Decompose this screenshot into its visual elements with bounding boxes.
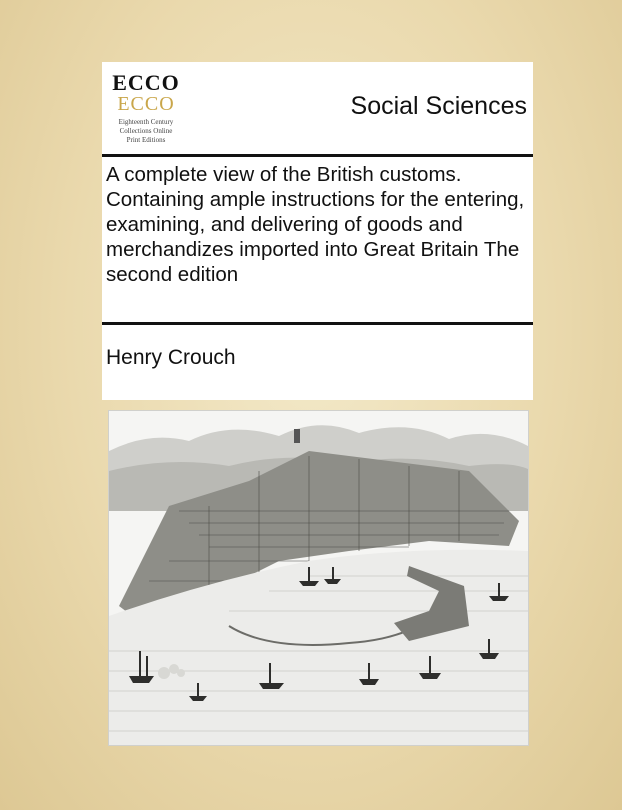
engraving-drawing	[109, 411, 528, 745]
logo-caption-line: Eighteenth Century	[118, 118, 174, 126]
logo-caption-line: Print Editions	[126, 136, 166, 144]
harbor-city-engraving-icon	[108, 410, 529, 746]
divider-bottom	[102, 322, 533, 325]
ecco-logo-caption	[102, 118, 190, 145]
logo-caption-line: Collections Online	[119, 127, 173, 135]
divider-top	[102, 154, 533, 157]
category-label: Social Sciences	[350, 92, 527, 120]
book-author: Henry Crouch	[106, 346, 236, 369]
cover-panel	[102, 62, 533, 400]
ecco-logo-mark: ECCO	[112, 70, 180, 95]
ecco-logo	[102, 62, 190, 154]
ecco-logo-mark-reflection: ECCO	[117, 93, 175, 115]
book-title: A complete view of the British customs. Containing ample instructions for the entering, examining, and delivering of goods and merchandizes imported into Great Britain The second edition	[106, 163, 525, 286]
